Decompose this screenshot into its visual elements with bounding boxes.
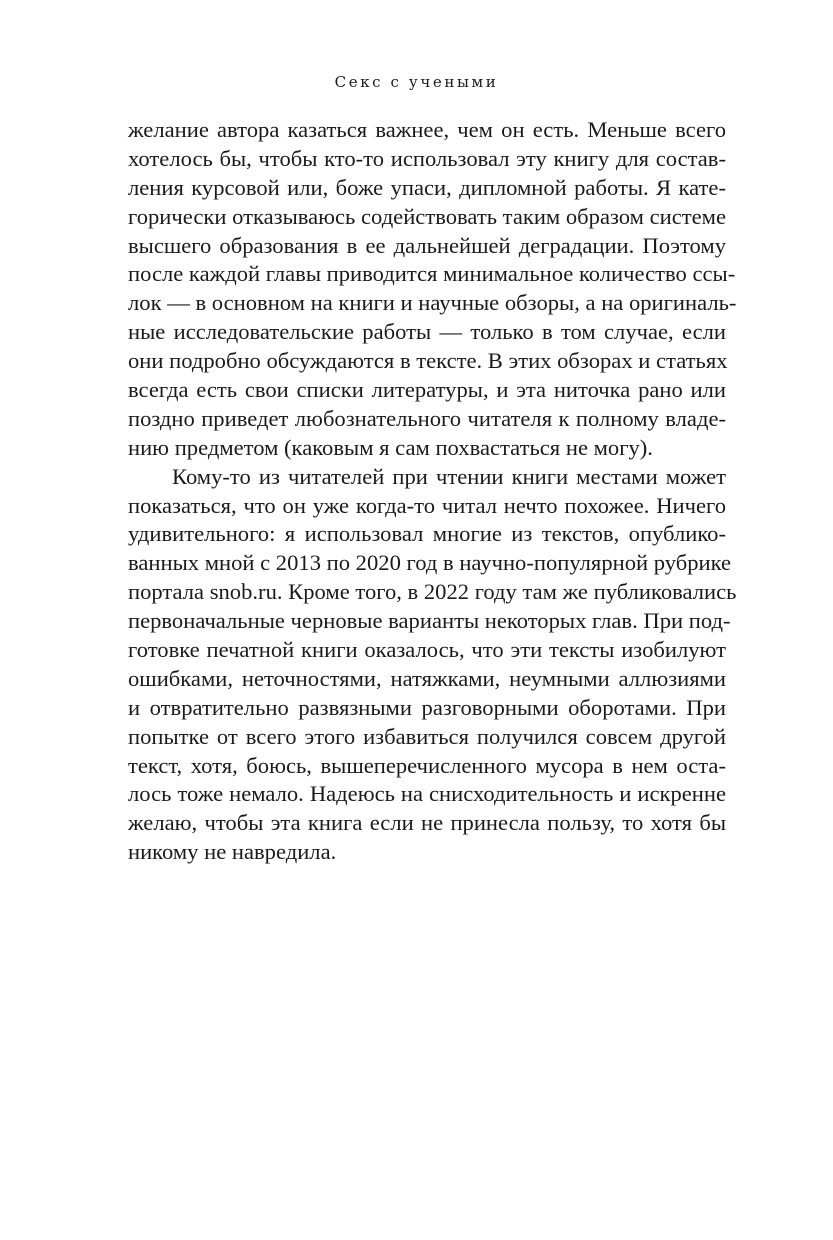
text-line: портала snob.ru. Кроме того, в 2022 году там же публиковались xyxy=(128,579,737,605)
text-line: лок — в основном на книги и научные обзоры, а на оригиналь- xyxy=(128,290,737,316)
text-line: лось тоже немало. Надеюсь на снисходительность и искренне xyxy=(128,781,726,807)
text-line: удивительного: я использовал многие из текстов, опублико- xyxy=(128,521,726,547)
running-header: Секс с учеными xyxy=(334,73,499,91)
text-line: они подробно обсуждаются в тексте. В этих обзорах и статьях xyxy=(128,348,728,374)
text-line: ления курсовой или, боже упаси, дипломной работы. Я кате- xyxy=(128,174,726,200)
text-line: готовке печатной книги оказалось, что эти тексты изобилуют xyxy=(128,637,726,663)
text-line: текст, хотя, боюсь, вышеперечисленного мусора в нем оста- xyxy=(128,752,726,778)
text-line: хотелось бы, чтобы кто-то использовал эту книгу для состав- xyxy=(128,145,726,171)
text-line: поздно приведет любознательного читателя к полному владе- xyxy=(128,405,726,431)
text-line: желаю, чтобы эта книга если не принесла пользу, то хотя бы xyxy=(128,810,726,836)
text-line: и отвратительно развязными разговорными оборотами. При xyxy=(128,694,726,720)
body-text xyxy=(128,116,737,867)
text-line: показаться, что он уже когда-то читал нечто похожее. Ничего xyxy=(128,492,726,518)
text-line: ошибками, неточностями, натяжками, неумными аллюзиями xyxy=(128,665,726,691)
text-line: Кому-то из читателей при чтении книги местами может xyxy=(172,463,726,489)
text-line: после каждой главы приводится минимальное количество ссы- xyxy=(128,261,736,287)
text-line: высшего образования в ее дальнейшей деградации. Поэтому xyxy=(128,232,726,258)
text-line: нию предметом (каковым я сам похвастаться не могу). xyxy=(128,434,653,460)
text-line: никому не навредила. xyxy=(128,839,337,865)
text-line: ные исследовательские работы — только в том случае, если xyxy=(128,319,726,345)
text-line: всегда есть свои списки литературы, и эта ниточка рано или xyxy=(128,377,726,403)
paragraph-1 xyxy=(128,116,737,463)
text-line: попытке от всего этого избавиться получился совсем другой xyxy=(128,723,726,749)
text-line: горически отказываюсь содействовать таким образом системе xyxy=(128,203,726,229)
text-line: ванных мной с 2013 по 2020 год в научно-популярной рубрике xyxy=(128,550,732,576)
text-line: первоначальные черновые варианты некоторых глав. При под- xyxy=(128,608,731,634)
text-line: желание автора казаться важнее, чем он есть. Меньше всего xyxy=(128,117,726,142)
paragraph-2 xyxy=(128,463,737,867)
